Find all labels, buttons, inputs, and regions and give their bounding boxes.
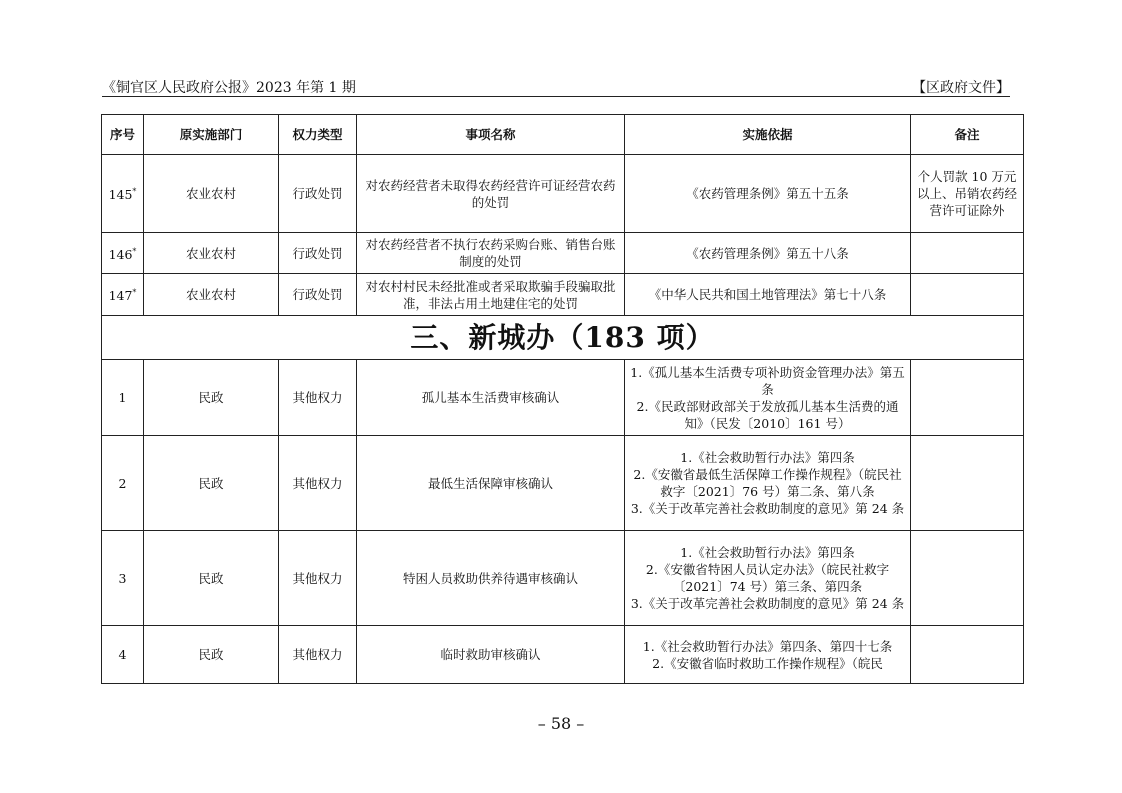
basis-line: 1.《社会救助暂行办法》第四条	[680, 545, 855, 560]
row-note	[911, 233, 1024, 274]
row-type: 其他权力	[279, 436, 357, 531]
row-no: 4	[102, 626, 144, 684]
col-header-no: 序号	[102, 115, 144, 155]
power-list-table	[101, 114, 1024, 684]
table-header-row	[102, 115, 1024, 155]
row-basis	[625, 360, 911, 436]
row-basis: 《农药管理条例》第五十五条	[625, 155, 911, 233]
col-header-note: 备注	[911, 115, 1024, 155]
row-basis	[625, 436, 911, 531]
row-note: 个人罚款 10 万元以上、吊销农药经营许可证除外	[911, 155, 1024, 233]
row-dept: 民政	[144, 531, 279, 626]
row-basis	[625, 531, 911, 626]
table-row	[102, 531, 1024, 626]
basis-line: 1.《孤儿基本生活费专项补助资金管理办法》第五条	[630, 364, 905, 397]
row-item: 对农村村民未经批准或者采取欺骗手段骗取批准，非法占用土地建住宅的处罚	[357, 274, 625, 316]
bulletin-title: 《铜官区人民政府公报》2023 年第 1 期	[102, 80, 356, 96]
section-label: 【区政府文件】	[912, 80, 1010, 96]
table-row	[102, 436, 1024, 531]
col-header-dept: 原实施部门	[144, 115, 279, 155]
row-no: 3	[102, 531, 144, 626]
row-no: 146*	[102, 233, 144, 274]
table-row	[102, 274, 1024, 316]
row-dept: 民政	[144, 626, 279, 684]
row-type: 其他权力	[279, 626, 357, 684]
basis-line: 3.《关于改革完善社会救助制度的意见》第 24 条	[630, 501, 905, 516]
col-header-basis: 实施依据	[625, 115, 911, 155]
col-header-item: 事项名称	[357, 115, 625, 155]
basis-line: 1.《社会救助暂行办法》第四条	[680, 450, 855, 465]
basis-line: 1.《社会救助暂行办法》第四条、第四十七条	[642, 638, 893, 654]
row-no: 2	[102, 436, 144, 531]
row-type: 行政处罚	[279, 233, 357, 274]
table-row	[102, 360, 1024, 436]
row-item: 对农药经营者未取得农药经营许可证经营农药的处罚	[357, 155, 625, 233]
row-note	[911, 274, 1024, 316]
row-item: 临时救助审核确认	[357, 626, 625, 684]
row-type: 其他权力	[279, 360, 357, 436]
row-item: 特困人员救助供养待遇审核确认	[357, 531, 625, 626]
basis-line: 2.《安徽省最低生活保障工作操作规程》（皖民社救字〔2021〕76 号）第二条、第八条	[633, 467, 902, 499]
row-item: 最低生活保障审核确认	[357, 436, 625, 531]
basis-line: 3.《关于改革完善社会救助制度的意见》第 24 条	[630, 596, 905, 611]
table-row	[102, 155, 1024, 233]
table-row	[102, 626, 1024, 684]
section-title: 三、新城办（183 项）	[102, 316, 1024, 360]
row-note	[911, 626, 1024, 684]
col-header-type: 权力类型	[279, 115, 357, 155]
row-no: 1	[102, 360, 144, 436]
section-row	[102, 316, 1024, 360]
row-item: 孤儿基本生活费审核确认	[357, 360, 625, 436]
row-item: 对农药经营者不执行农药采购台账、销售台账制度的处罚	[357, 233, 625, 274]
row-dept: 农业农村	[144, 233, 279, 274]
basis-line: 2.《安徽省临时救助工作操作规程》（皖民	[652, 655, 883, 671]
basis-line: 2.《安徽省特困人员认定办法》（皖民社救字〔2021〕74 号）第三条、第四条	[645, 562, 890, 594]
row-basis	[625, 626, 911, 684]
row-note	[911, 436, 1024, 531]
page-number: – 58 –	[537, 714, 585, 733]
page-header	[102, 76, 1010, 97]
basis-line: 2.《民政部财政部关于发放孤儿基本生活费的通知》（民发〔2010〕161 号）	[636, 398, 899, 431]
row-basis: 《中华人民共和国土地管理法》第七十八条	[625, 274, 911, 316]
row-no: 145*	[102, 155, 144, 233]
row-type: 行政处罚	[279, 274, 357, 316]
row-type: 行政处罚	[279, 155, 357, 233]
row-dept: 民政	[144, 436, 279, 531]
row-dept: 农业农村	[144, 274, 279, 316]
table-row	[102, 233, 1024, 274]
row-dept: 民政	[144, 360, 279, 436]
row-no: 147*	[102, 274, 144, 316]
row-type: 其他权力	[279, 531, 357, 626]
row-note	[911, 360, 1024, 436]
row-dept: 农业农村	[144, 155, 279, 233]
row-note	[911, 531, 1024, 626]
row-basis: 《农药管理条例》第五十八条	[625, 233, 911, 274]
